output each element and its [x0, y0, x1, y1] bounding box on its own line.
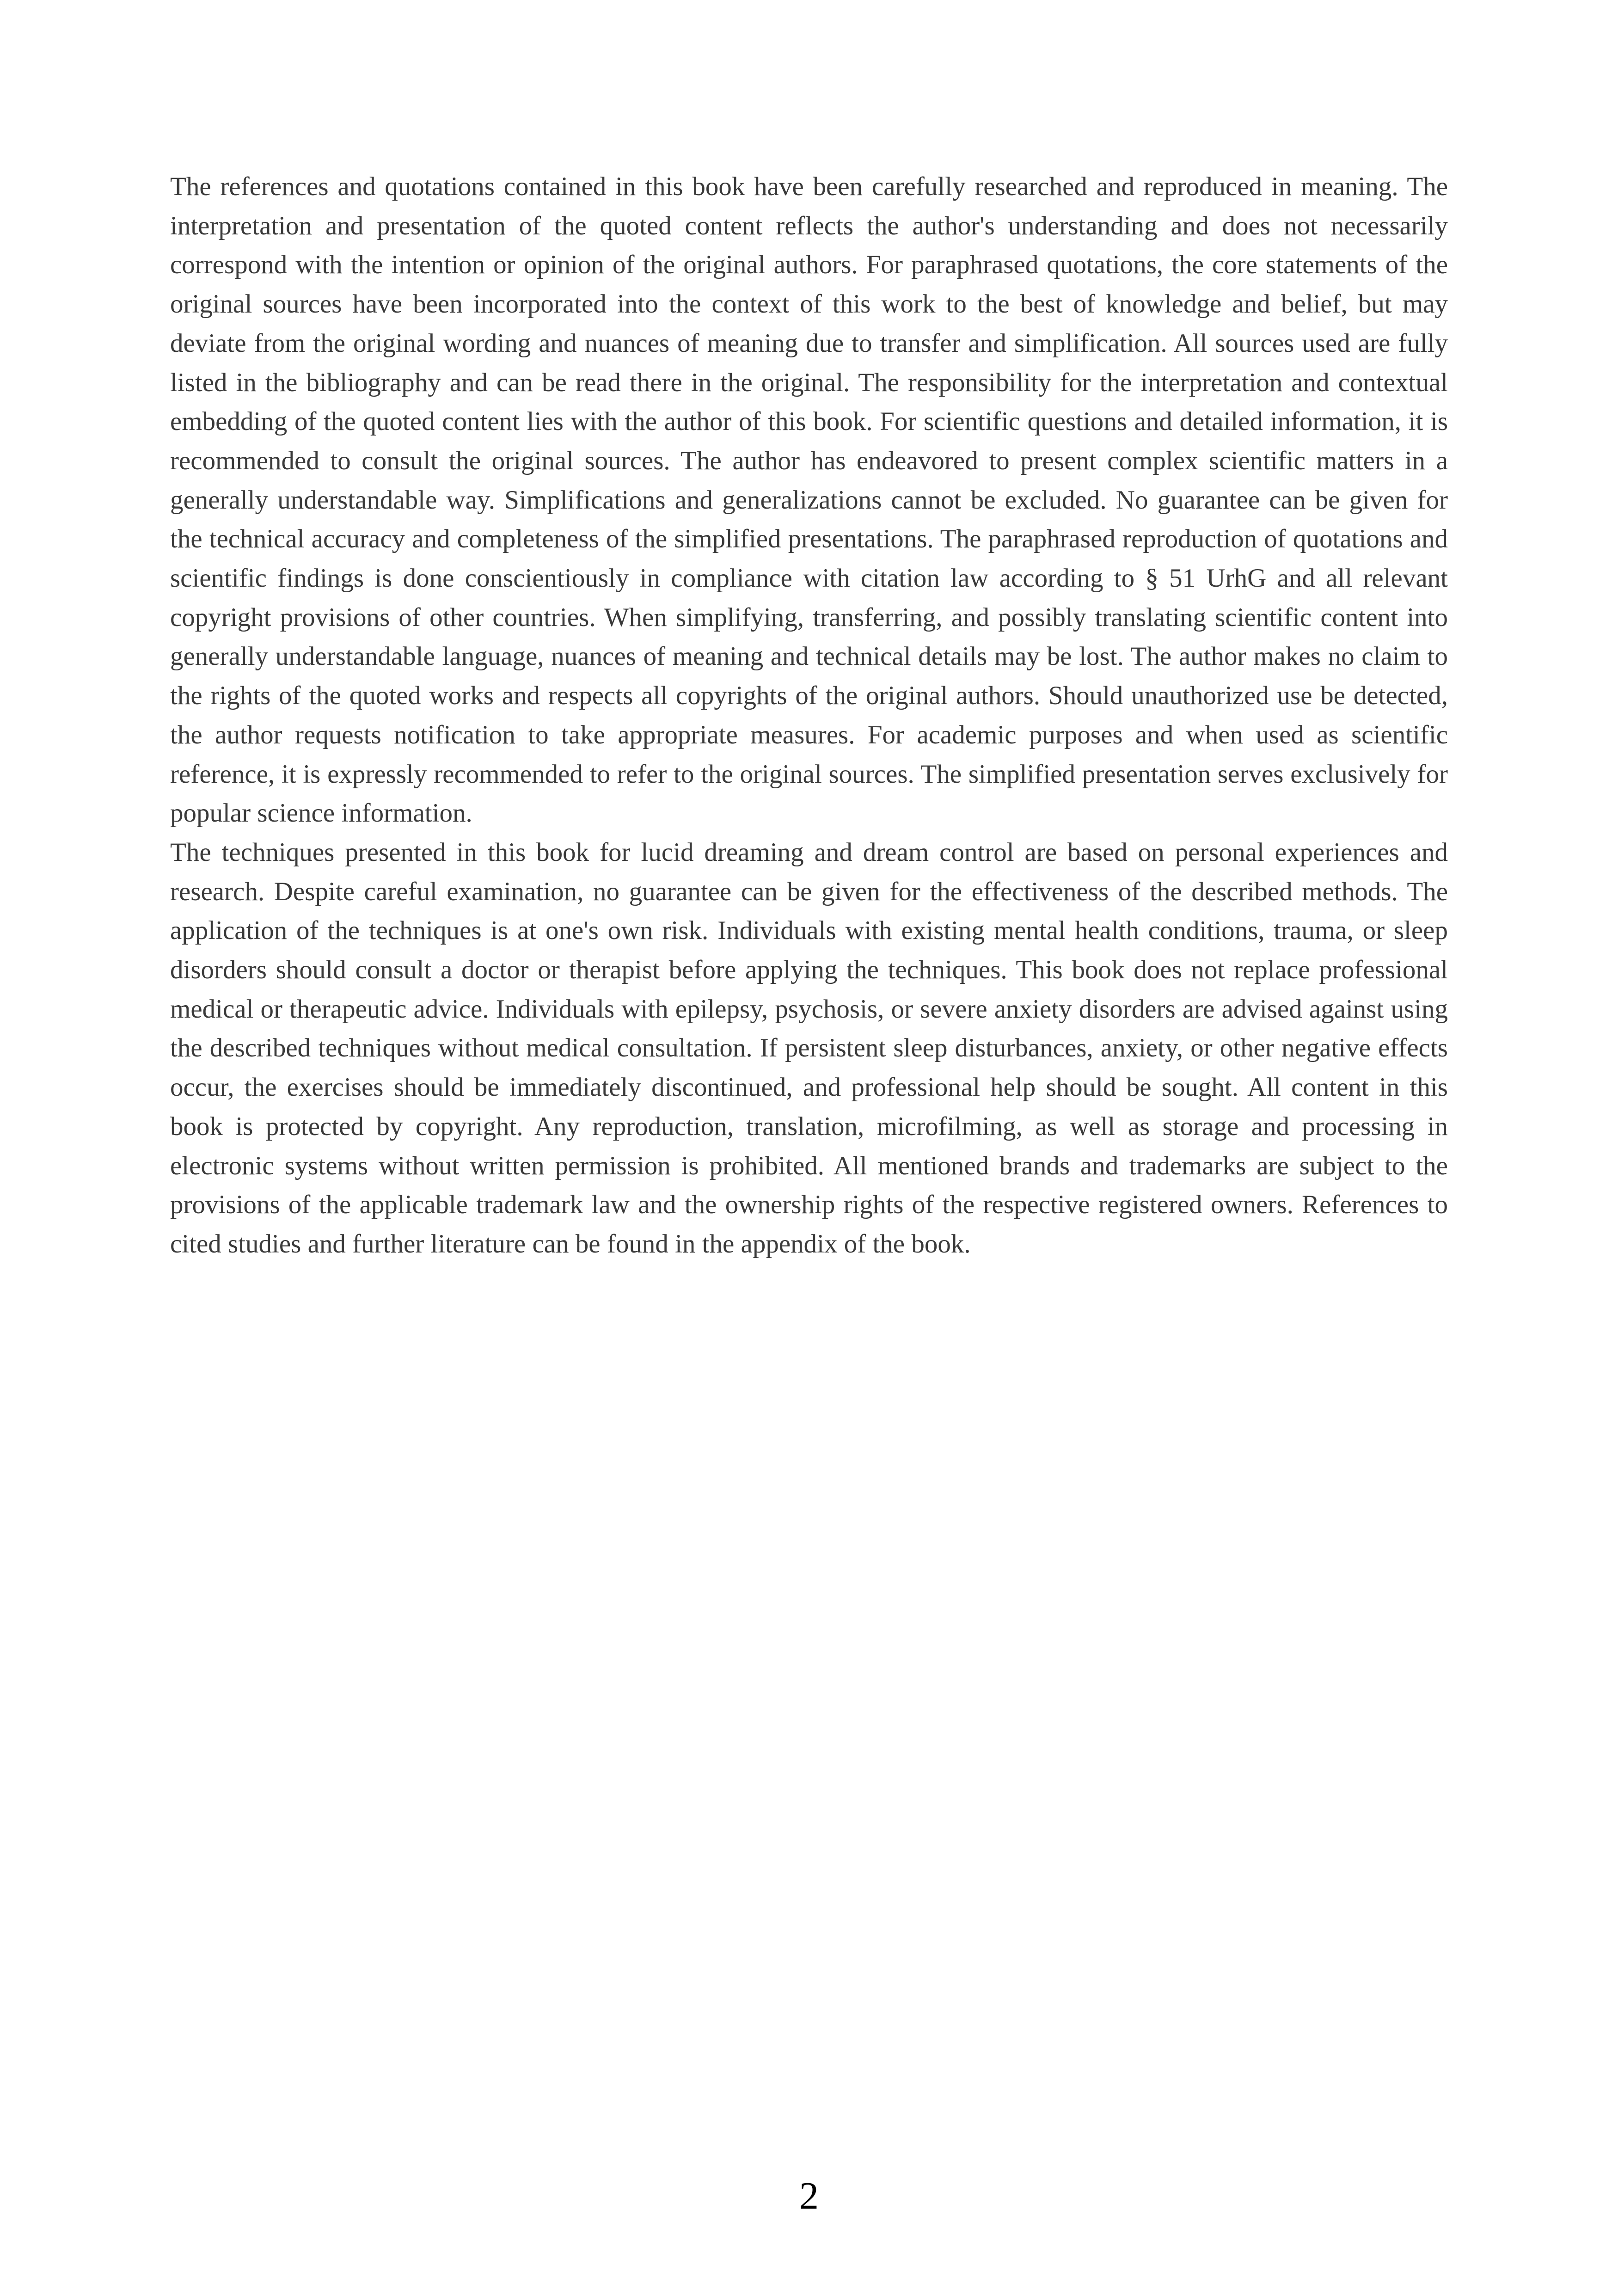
page-number: 2 — [799, 2174, 819, 2217]
paragraph-techniques-disclaimer: The techniques presented in this book for lucid dreaming and dream control are based on personal experiences and research. Despite careful examination, no guarantee can be given for the effectiveness of the described methods. The application of the techniques is at one's own risk. Individuals with existing mental health conditions, trauma, or sleep disorders should consult a doctor or therapist before applying the techniques. This book does not replace professional medical or therapeutic advice. Individuals with epilepsy, psychosis, or severe anxiety disorders are advised against using the described techniques without medical consultation. If persistent sleep disturbances, anxiety, or other negative effects occur, the exercises should be immediately discontinued, and professional help should be sought. All content in this book is protected by copyright. Any reproduction, translation, microfilming, as well as storage and processing in electronic systems without written permission is prohibited. All mentioned brands and trademarks are subject to the provisions of the applicable trademark law and the ownership rights of the respective registered owners. References to cited studies and further literature can be found in the appendix of the book. — [170, 837, 1448, 1259]
body-text — [170, 167, 1448, 1264]
paragraph-references-disclaimer: The references and quotations contained in this book have been carefully researched and reproduced in meaning. The interpretation and presentation of the quoted content reflects the author's understanding and does not necessarily correspond with the intention or opinion of the original authors. For paraphrased quotations, the core statements of the original sources have been incorporated into the context of this work to the best of knowledge and belief, but may deviate from the original wording and nuances of meaning due to transfer and simplification. All sources used are fully listed in the bibliography and can be read there in the original. The responsibility for the interpretation and contextual embedding of the quoted content lies with the author of this book. For scientific questions and detailed information, it is recommended to consult the original sources. The author has endeavored to present complex scientific matters in a generally understandable way. Simplifications and generalizations cannot be excluded. No guarantee can be given for the technical accuracy and completeness of the simplified presentations. The paraphrased reproduction of quotations and scientific findings is done conscientiously in compliance with citation law according to § 51 UrhG and all relevant copyright provisions of other countries. When simplifying, transferring, and possibly translating scientific content into generally understandable language, nuances of meaning and technical details may be lost. The author makes no claim to the rights of the quoted works and respects all copyrights of the original authors. Should unauthorized use be detected, the author requests notification to take appropriate measures. For academic purposes and when used as scientific reference, it is expressly recommended to refer to the original sources. The simplified presentation serves exclusively for popular science information. — [170, 172, 1448, 828]
